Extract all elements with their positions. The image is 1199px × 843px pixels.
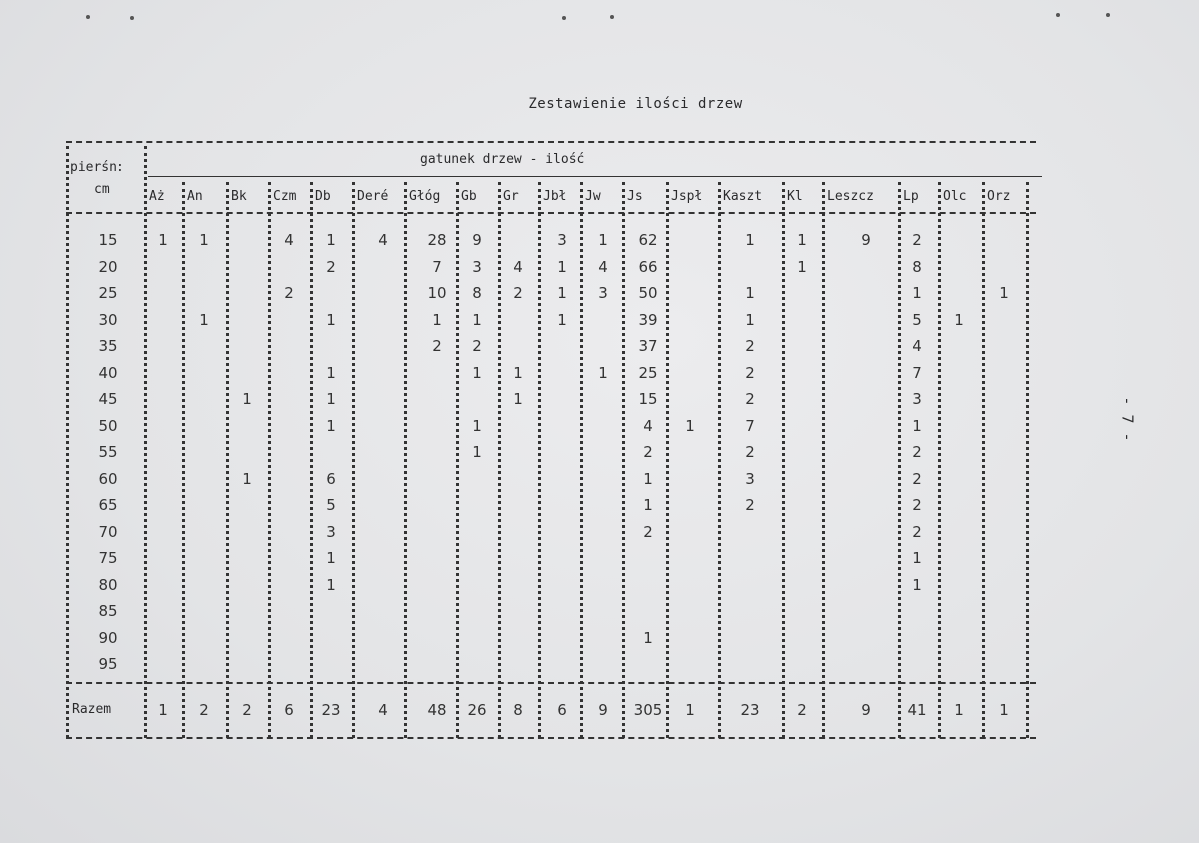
diameter-cell: 70: [98, 522, 118, 541]
count-cell: 1: [954, 310, 964, 329]
total-cell: 1: [954, 701, 964, 719]
count-cell: 1: [242, 469, 252, 488]
count-cell: 2: [643, 522, 653, 541]
totals-label: Razem: [72, 702, 112, 717]
count-cell: 2: [745, 443, 755, 461]
count-cell: 2: [745, 390, 755, 408]
column-separator: [822, 182, 825, 738]
count-cell: 50: [638, 284, 658, 302]
count-cell: 1: [513, 390, 523, 408]
count-cell: 9: [861, 231, 871, 249]
diameter-cell: 55: [98, 443, 118, 461]
count-cell: 1: [598, 363, 608, 382]
count-cell: 1: [912, 549, 922, 567]
count-cell: 4: [598, 257, 608, 276]
total-cell: 1: [158, 701, 168, 719]
column-separator: [182, 182, 185, 738]
group-header-rule: [148, 176, 1042, 177]
count-cell: 1: [598, 231, 608, 249]
species-header-19: Orz: [987, 189, 1011, 204]
total-cell: 6: [284, 701, 294, 719]
count-cell: 4: [643, 416, 653, 435]
unit-header: cm: [94, 182, 110, 197]
count-cell: 3: [912, 390, 922, 408]
count-cell: 1: [472, 310, 482, 329]
column-separator: [268, 182, 271, 738]
count-cell: 1: [432, 310, 442, 329]
total-cell: 26: [467, 701, 487, 719]
count-cell: 1: [326, 363, 336, 382]
diameter-cell: 80: [98, 575, 118, 594]
count-cell: 1: [513, 363, 523, 382]
count-cell: 1: [912, 575, 922, 594]
total-cell: 2: [242, 701, 252, 719]
species-header-2: An: [187, 189, 203, 204]
diameter-cell: 15: [98, 231, 118, 249]
count-cell: 2: [912, 231, 922, 249]
column-separator: [352, 182, 355, 738]
diameter-header: pierśn: [70, 160, 117, 175]
count-cell: 1: [745, 284, 755, 302]
total-cell: 8: [513, 701, 523, 719]
column-separator: [404, 182, 407, 738]
count-cell: 1: [745, 231, 755, 249]
species-header-17: Lp: [903, 189, 919, 204]
total-cell: 2: [199, 701, 209, 719]
species-header-12: Js: [627, 189, 643, 204]
species-header-13: Jspł: [671, 189, 703, 204]
punch-hole: [610, 15, 614, 19]
count-cell: 1: [199, 231, 209, 249]
count-cell: 3: [472, 257, 482, 276]
count-cell: 1: [158, 231, 168, 249]
count-cell: 37: [638, 337, 658, 355]
column-separator: [718, 182, 721, 738]
count-cell: 66: [638, 257, 658, 276]
total-cell: 23: [321, 701, 341, 719]
count-cell: 1: [797, 257, 807, 276]
total-cell: 4: [378, 701, 388, 719]
species-header-9: Gr: [503, 189, 519, 204]
column-separator: [938, 182, 941, 738]
total-cell: 9: [598, 701, 608, 719]
diameter-cell: 65: [98, 496, 118, 514]
species-header-6: Deré: [357, 189, 389, 204]
punch-hole: [130, 16, 134, 20]
count-cell: 3: [745, 469, 755, 488]
count-cell: 2: [284, 284, 294, 302]
count-cell: 2: [912, 443, 922, 461]
count-cell: 4: [513, 257, 523, 276]
count-cell: 3: [598, 284, 608, 302]
count-cell: 9: [472, 231, 482, 249]
count-cell: 25: [638, 363, 658, 382]
count-cell: 1: [643, 496, 653, 514]
species-header-11: Jw: [585, 189, 601, 204]
left-border: [66, 146, 69, 738]
species-header-16: Leszcz: [827, 189, 874, 204]
table-top-rule: [66, 141, 1036, 143]
diameter-cell: 85: [98, 602, 118, 620]
count-cell: 1: [199, 310, 209, 329]
count-cell: 1: [912, 416, 922, 435]
column-separator: [1026, 182, 1029, 738]
count-cell: 7: [432, 257, 442, 276]
total-cell: 305: [633, 701, 663, 719]
count-cell: 2: [745, 496, 755, 514]
species-header-3: Bk: [231, 189, 247, 204]
count-cell: 1: [472, 363, 482, 382]
count-cell: 1: [797, 231, 807, 249]
count-cell: 1: [326, 549, 336, 567]
count-cell: 1: [643, 469, 653, 488]
total-cell: 2: [797, 701, 807, 719]
total-cell: 41: [907, 701, 927, 719]
count-cell: 1: [326, 310, 336, 329]
count-cell: 1: [557, 257, 567, 276]
count-cell: 8: [472, 284, 482, 302]
count-cell: 2: [912, 522, 922, 541]
diameter-cell: 90: [98, 628, 118, 647]
species-header-4: Czm: [273, 189, 297, 204]
count-cell: 1: [685, 416, 695, 435]
count-cell: 2: [745, 337, 755, 355]
count-cell: 1: [472, 443, 482, 461]
diameter-cell: 30: [98, 310, 118, 329]
count-cell: 1: [326, 416, 336, 435]
species-header-14: Kaszt: [723, 189, 763, 204]
count-cell: 2: [472, 337, 482, 355]
total-cell: 1: [999, 701, 1009, 719]
count-cell: 2: [432, 337, 442, 355]
page-number-text: - 7 -: [1119, 396, 1137, 442]
page-number: [1118, 374, 1138, 464]
count-cell: 4: [284, 231, 294, 249]
diameter-header-colon: :: [116, 160, 124, 175]
diameter-cell: 60: [98, 469, 118, 488]
count-cell: 6: [326, 469, 336, 488]
count-cell: 1: [643, 628, 653, 647]
total-cell: 6: [557, 701, 567, 719]
count-cell: 10: [427, 284, 447, 302]
count-cell: 1: [557, 310, 567, 329]
count-cell: 28: [427, 231, 447, 249]
count-cell: 5: [326, 496, 336, 514]
punch-hole: [1106, 13, 1110, 17]
count-cell: 3: [557, 231, 567, 249]
count-cell: 2: [912, 496, 922, 514]
count-cell: 7: [912, 363, 922, 382]
species-header-8: Gb: [461, 189, 477, 204]
count-cell: 1: [557, 284, 567, 302]
count-cell: 7: [745, 416, 755, 435]
punch-hole: [1056, 13, 1060, 17]
species-header-7: Głóg: [409, 189, 441, 204]
total-cell: 1: [685, 701, 695, 719]
count-cell: 4: [378, 231, 388, 249]
column-separator: [982, 182, 985, 738]
table-bottom-rule: [66, 737, 1036, 739]
count-cell: 3: [326, 522, 336, 541]
count-cell: 39: [638, 310, 658, 329]
count-cell: 1: [999, 284, 1009, 302]
total-cell: 48: [427, 701, 447, 719]
species-header-18: Olc: [943, 189, 967, 204]
diameter-cell: 50: [98, 416, 118, 435]
diameter-cell: 95: [98, 655, 118, 673]
count-cell: 1: [745, 310, 755, 329]
species-header-5: Db: [315, 189, 331, 204]
diameter-cell: 45: [98, 390, 118, 408]
diameter-cell: 35: [98, 337, 118, 355]
page-title: Zestawienie ilości drzew: [528, 96, 743, 112]
count-cell: 8: [912, 257, 922, 276]
total-cell: 9: [861, 701, 871, 719]
count-cell: 1: [242, 390, 252, 408]
count-cell: 1: [326, 575, 336, 594]
count-cell: 2: [643, 443, 653, 461]
species-header-10: Jbł: [543, 189, 567, 204]
total-cell: 23: [740, 701, 760, 719]
count-cell: 15: [638, 390, 658, 408]
header-bottom-rule: [66, 212, 1036, 214]
totals-top-rule: [66, 682, 1036, 684]
count-cell: 62: [638, 231, 658, 249]
count-cell: 1: [912, 284, 922, 302]
count-cell: 1: [472, 416, 482, 435]
diameter-cell: 25: [98, 284, 118, 302]
species-group-header: gatunek drzew - ilość: [420, 152, 585, 167]
diameter-cell: 75: [98, 549, 118, 567]
count-cell: 2: [745, 363, 755, 382]
punch-hole: [562, 16, 566, 20]
column-separator: [538, 182, 541, 738]
species-header-1: Aż: [149, 189, 165, 204]
species-header-15: Kl: [787, 189, 803, 204]
diameter-cell: 20: [98, 257, 118, 276]
count-cell: 2: [326, 257, 336, 276]
diameter-cell: 40: [98, 363, 118, 382]
count-cell: 1: [326, 390, 336, 408]
count-cell: 4: [912, 337, 922, 355]
column-separator: [226, 182, 229, 738]
punch-hole: [86, 15, 90, 19]
count-cell: 5: [912, 310, 922, 329]
count-cell: 1: [326, 231, 336, 249]
count-cell: 2: [912, 469, 922, 488]
count-cell: 2: [513, 284, 523, 302]
